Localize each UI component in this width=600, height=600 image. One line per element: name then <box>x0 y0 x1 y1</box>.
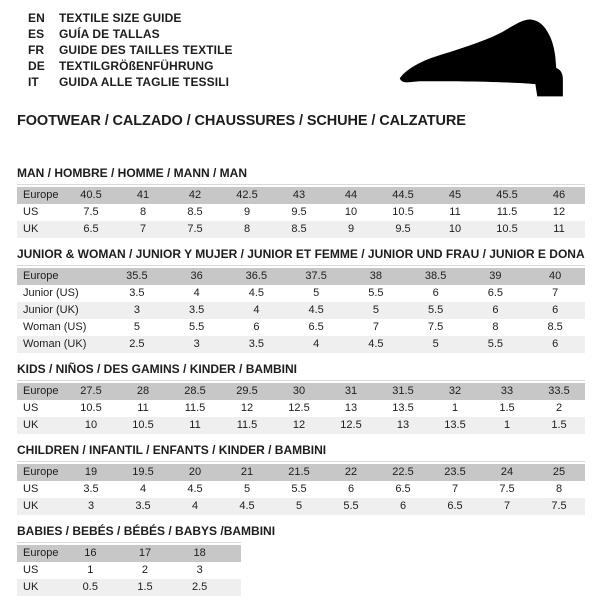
size-table <box>17 268 585 353</box>
size-table-row <box>17 481 585 498</box>
size-table-row <box>17 579 241 596</box>
size-cell: 5.5 <box>368 287 384 299</box>
title-divider <box>17 184 585 185</box>
size-cell: 10.5 <box>117 417 169 434</box>
size-cell: 6 <box>377 498 429 515</box>
language-row <box>28 74 233 90</box>
size-cell: 2.5 <box>107 336 167 353</box>
size-tables <box>17 167 600 596</box>
size-cell: 21.5 <box>273 464 325 481</box>
title-divider <box>17 542 241 543</box>
size-table-title: BABIES / BEBÉS / BÉBÉS / BABYS /BAMBINI <box>17 524 276 538</box>
size-cell: 11.5 <box>184 402 206 414</box>
size-cell: 46 <box>533 187 585 204</box>
size-cell: 3.5 <box>129 287 145 299</box>
size-table-title: CHILDREN / INFANTIL / ENFANTS / KINDER / BAMBINI <box>17 443 327 457</box>
size-cell: 6 <box>525 336 585 353</box>
size-cell: 5.5 <box>406 302 466 319</box>
row-label: Europe <box>17 545 63 562</box>
size-cell: 2.5 <box>172 579 227 596</box>
size-cell: 36.5 <box>227 268 287 285</box>
language-row <box>28 42 233 58</box>
size-table-row <box>17 383 585 400</box>
size-cell: 0.5 <box>63 579 118 596</box>
row-label: Woman (UK) <box>17 336 107 353</box>
size-cell: 4 <box>169 498 221 515</box>
size-cell: 1.5 <box>499 402 515 414</box>
size-cell: 12.5 <box>288 402 310 414</box>
size-cell: 10.5 <box>481 221 533 238</box>
spacer-cell <box>227 562 241 579</box>
size-cell: 18 <box>172 545 227 562</box>
size-cell: 35.5 <box>107 268 167 285</box>
row-label: Europe <box>17 383 65 400</box>
size-table <box>17 464 585 515</box>
size-cell: 25 <box>533 464 585 481</box>
size-table-row <box>17 400 585 417</box>
row-label: Junior (US) <box>23 287 79 299</box>
size-table-section <box>17 444 600 515</box>
size-table-row <box>17 545 241 562</box>
size-cell: 11.5 <box>221 417 273 434</box>
language-row <box>28 10 233 26</box>
row-label: UK <box>17 498 65 515</box>
size-cell: 5 <box>313 287 320 299</box>
language-code: EN <box>28 11 45 25</box>
language-list <box>28 10 233 90</box>
size-cell: 2 <box>555 402 563 414</box>
spacer-cell <box>227 579 241 596</box>
size-cell: 30 <box>273 383 325 400</box>
size-table-row <box>17 221 585 238</box>
size-cell: 7.5 <box>499 483 515 495</box>
size-cell: 6.5 <box>395 483 411 495</box>
size-cell: 13.5 <box>392 402 414 414</box>
size-cell: 16 <box>63 545 118 562</box>
size-table <box>17 383 585 434</box>
row-label: Woman (US) <box>23 321 87 333</box>
size-cell: 13 <box>377 417 429 434</box>
size-cell: 8 <box>221 221 273 238</box>
spacer-cell <box>227 545 241 562</box>
size-cell: 40 <box>525 268 585 285</box>
size-table-row <box>17 562 241 579</box>
size-cell: 32 <box>429 383 481 400</box>
language-label: GUIDA ALLE TAGLIE TESSILI <box>59 75 230 89</box>
size-cell: 12 <box>240 402 254 414</box>
size-cell: 5.5 <box>325 498 377 515</box>
size-table-title: KIDS / NIÑOS / DES GAMINS / KINDER / BAMBINI <box>17 362 298 376</box>
size-cell: 38.5 <box>406 268 466 285</box>
size-table-title: MAN / HOMBRE / HOMME / MANN / MAN <box>17 166 247 180</box>
row-label: Europe <box>17 464 65 481</box>
size-cell: 40.5 <box>65 187 117 204</box>
size-cell: 12.5 <box>325 417 377 434</box>
size-cell: 5.5 <box>466 336 526 353</box>
language-row <box>28 26 233 42</box>
size-cell: 7.5 <box>427 321 444 333</box>
size-table-row <box>17 417 585 434</box>
size-table-row <box>17 336 585 353</box>
size-cell: 6 <box>432 287 439 299</box>
language-code: DE <box>28 59 45 73</box>
size-cell: 37.5 <box>286 268 346 285</box>
language-code: FR <box>28 43 45 57</box>
size-cell: 44 <box>325 187 377 204</box>
size-cell: 5.5 <box>291 483 307 495</box>
size-cell: 24 <box>481 464 533 481</box>
size-cell: 5 <box>346 302 406 319</box>
row-label: UK <box>17 579 63 596</box>
size-cell: 8 <box>139 206 147 218</box>
size-table-row <box>17 285 585 302</box>
size-cell: 6 <box>466 302 526 319</box>
size-cell: 4 <box>286 336 346 353</box>
size-cell: 42.5 <box>221 187 273 204</box>
size-cell: 33.5 <box>533 383 585 400</box>
size-cell: 31 <box>325 383 377 400</box>
row-label: Junior (UK) <box>17 302 107 319</box>
size-cell: 7 <box>451 483 459 495</box>
page-header <box>0 0 600 90</box>
size-cell: 28.5 <box>169 383 221 400</box>
size-cell: 13 <box>344 402 358 414</box>
size-cell: 28 <box>117 383 169 400</box>
size-cell: 6 <box>253 321 260 333</box>
size-cell: 5 <box>243 483 251 495</box>
title-divider <box>17 461 585 462</box>
size-cell: 11.5 <box>496 206 518 218</box>
size-cell: 11 <box>137 402 149 414</box>
size-cell: 10 <box>429 221 481 238</box>
size-cell: 6.5 <box>487 287 504 299</box>
size-table <box>17 187 585 238</box>
size-table-row <box>17 204 585 221</box>
size-cell: 6.5 <box>65 221 117 238</box>
size-cell: 45.5 <box>481 187 533 204</box>
size-cell: 5.5 <box>188 321 205 333</box>
size-cell: 22.5 <box>377 464 429 481</box>
size-cell: 3.5 <box>227 336 287 353</box>
size-table-section <box>17 248 600 353</box>
size-cell: 8.5 <box>187 206 203 218</box>
size-cell: 4.5 <box>187 483 203 495</box>
size-table-section <box>17 167 600 238</box>
size-cell: 9 <box>325 221 377 238</box>
language-code: ES <box>28 27 45 41</box>
size-cell: 5 <box>133 321 140 333</box>
size-cell: 27.5 <box>65 383 117 400</box>
size-cell: 39 <box>466 268 526 285</box>
size-cell: 4.5 <box>346 336 406 353</box>
size-cell: 19 <box>65 464 117 481</box>
size-cell: 21 <box>221 464 273 481</box>
language-label: TEXTILE SIZE GUIDE <box>59 11 182 25</box>
size-table-row <box>17 498 585 515</box>
size-cell: 7.5 <box>83 206 99 218</box>
size-cell: 9.5 <box>291 206 307 218</box>
size-cell: 3.5 <box>167 302 227 319</box>
size-cell: 11 <box>169 417 221 434</box>
size-cell: 3 <box>196 564 203 576</box>
row-label: UK <box>17 417 65 434</box>
size-cell: 4.5 <box>248 287 265 299</box>
row-label: US <box>23 206 39 218</box>
title-divider <box>17 380 585 381</box>
row-label: UK <box>17 221 65 238</box>
size-cell: 3.5 <box>117 498 169 515</box>
size-table-row <box>17 319 585 336</box>
size-cell: 7 <box>372 321 379 333</box>
size-cell: 8.5 <box>273 221 325 238</box>
language-label: GUIDE DES TAILLES TEXTILE <box>59 43 233 57</box>
row-label: US <box>23 483 39 495</box>
size-cell: 7 <box>552 287 559 299</box>
size-cell: 9.5 <box>377 221 429 238</box>
size-table-section <box>17 525 600 596</box>
size-cell: 10.5 <box>392 206 414 218</box>
size-cell: 38 <box>346 268 406 285</box>
size-cell: 7.5 <box>533 498 585 515</box>
size-cell: 4 <box>193 287 200 299</box>
size-cell: 1.5 <box>533 417 585 434</box>
size-cell: 3.5 <box>83 483 99 495</box>
size-table <box>17 545 241 596</box>
size-cell: 6.5 <box>429 498 481 515</box>
size-cell: 36 <box>167 268 227 285</box>
size-cell: 11 <box>533 221 585 238</box>
size-cell: 4.5 <box>286 302 346 319</box>
size-cell: 6 <box>347 483 355 495</box>
language-label: TEXTILGRÖßENFÜHRUNG <box>59 59 214 73</box>
size-cell: 4 <box>227 302 287 319</box>
size-cell: 11 <box>449 206 461 218</box>
size-cell: 1 <box>87 564 94 576</box>
size-cell: 13.5 <box>429 417 481 434</box>
row-label: US <box>23 564 39 576</box>
size-cell: 2 <box>141 564 149 576</box>
size-cell: 33 <box>481 383 533 400</box>
language-label: GUÍA DE TALLAS <box>59 27 160 41</box>
size-cell: 22 <box>325 464 377 481</box>
size-table-row <box>17 302 585 319</box>
size-cell: 42 <box>169 187 221 204</box>
size-cell: 1 <box>451 402 459 414</box>
size-cell: 10.5 <box>80 402 102 414</box>
size-cell: 7 <box>117 221 169 238</box>
size-cell: 9 <box>243 206 251 218</box>
size-cell: 3 <box>107 302 167 319</box>
size-cell: 8 <box>492 321 499 333</box>
size-cell: 6 <box>525 302 585 319</box>
size-cell: 20 <box>169 464 221 481</box>
size-table-row <box>17 268 585 285</box>
size-cell: 1.5 <box>118 579 173 596</box>
size-cell: 6.5 <box>308 321 324 333</box>
category-title: FOOTWEAR / CALZADO / CHAUSSURES / SCHUHE / CALZATURE <box>17 113 466 129</box>
row-label: Europe <box>17 187 65 204</box>
size-cell: 4 <box>139 483 147 495</box>
row-label: Europe <box>17 268 107 285</box>
size-cell: 43 <box>273 187 325 204</box>
size-cell: 23.5 <box>429 464 481 481</box>
size-cell: 7 <box>481 498 533 515</box>
size-cell: 45 <box>429 187 481 204</box>
size-table-row <box>17 464 585 481</box>
language-row <box>28 58 233 74</box>
size-table-section <box>17 363 600 434</box>
size-table-title: JUNIOR & WOMAN / JUNIOR Y MUJER / JUNIOR ET FEMME / JUNIOR UND FRAU / JUNIOR E DONA <box>17 247 585 261</box>
size-cell: 12 <box>552 206 566 218</box>
size-cell: 29.5 <box>221 383 273 400</box>
row-label: US <box>23 402 39 414</box>
title-divider <box>17 265 585 266</box>
size-cell: 7.5 <box>169 221 221 238</box>
shoe-icon <box>392 12 582 104</box>
size-cell: 1 <box>481 417 533 434</box>
size-table-row <box>17 187 585 204</box>
size-cell: 10 <box>65 417 117 434</box>
size-cell: 8 <box>555 483 563 495</box>
size-cell: 4.5 <box>221 498 273 515</box>
size-cell: 17 <box>118 545 173 562</box>
size-cell: 19.5 <box>117 464 169 481</box>
size-cell: 5 <box>273 498 325 515</box>
size-cell: 31.5 <box>377 383 429 400</box>
size-cell: 5 <box>406 336 466 353</box>
size-cell: 44.5 <box>377 187 429 204</box>
size-cell: 10 <box>344 206 358 218</box>
size-cell: 3 <box>167 336 227 353</box>
language-code: IT <box>28 75 39 89</box>
size-cell: 3 <box>65 498 117 515</box>
size-cell: 12 <box>273 417 325 434</box>
size-cell: 8.5 <box>547 321 563 333</box>
size-cell: 41 <box>117 187 169 204</box>
